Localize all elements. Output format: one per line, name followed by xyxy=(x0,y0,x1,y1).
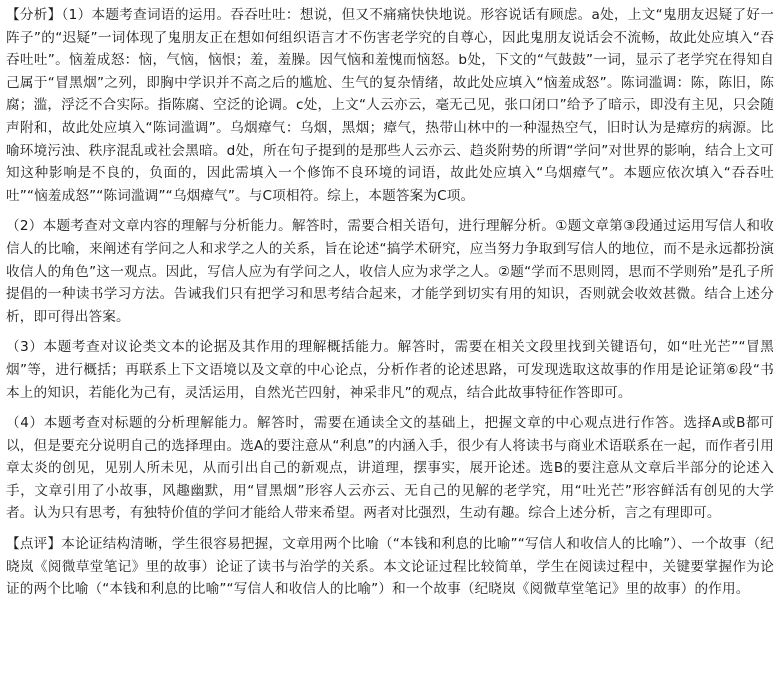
analysis-paragraph-2 xyxy=(6,215,774,328)
comment-text: 本论证结构清晰，学生很容易把握，文章用两个比喻（“本钱和利息的比喻”“写信人和收信人的比喻”）、一个故事（纪晓岚《阅微草堂笔记》里的故事）论证了读书与治学的关系。本文论证过程比较简单，学生在阅读过程中，关键要掌握作为论证的两个比喻（“本钱和利息的比喻”“写信人和收信人的比喻”）和一个故事（纪晓岚《阅微草堂笔记》里的故事）的作用。 xyxy=(6,536,775,598)
comment-paragraph xyxy=(6,533,774,601)
analysis-question-1-text: （1）本题考查词语的运用。吞吞吐吐：想说，但又不痛痛快快地说。形容说话有顾虑。a处，上文“鬼朋友迟疑了好一阵子”的“迟疑”一词体现了鬼朋友正在想如何组织语言才不伤害老学究的自尊心，因此鬼朋友说话会不流畅，故此处应填入“吞吞吐吐”。恼羞成怒：恼，气恼，恼恨；羞，羞臊。因气恼和羞愧而恼怒。b处，下文的“气鼓鼓”一词，显示了老学究在得知自己属于“冒黑烟”之列，即胸中学识并不高之后的尴尬、生气的复杂情绪，故此处应填入“恼羞成怒”。陈词滥调：陈，陈旧，陈腐；滥，浮泛不合实际。指陈腐、空泛的论调。c处，上文“人云亦云，毫无己见，张口闭口”给予了暗示，即没有主见，只会随声附和，故此处应填入“陈词滥调”。乌烟瘴气：乌烟，黑烟；瘴气，热带山林中的一种湿热空气，旧时认为是瘴疠的病源。比喻环境污浊、秩序混乱或社会黑暗。d处，所在句子提到的是那些人云亦云、趋炎附势的所谓“学问”对世界的影响，结合上文可知这种影响是不良的，负面的，因此需填入一个修饰不良环境的词语，故此处应填入“乌烟瘴气”。本题应依次填入“吞吞吐吐”“恼羞成怒”“陈词滥调”“乌烟瘴气”。与C项相符。综上，本题答案为C项。 xyxy=(6,7,774,204)
analysis-paragraph-3 xyxy=(6,336,774,404)
comment-tag: 【点评】 xyxy=(6,536,62,553)
analysis-question-3-text: （3）本题考查对议论类文本的论据及其作用的理解概括能力。解答时，需要在相关文段里找到关键语句，如“吐光芒”“冒黑烟”等，进行概括；再联系上下文语境以及文章的中心论点，分析作者的论述思路，可发现选取这故事的作用是论证第⑥段“书本上的知识，若能化为己有，灵活运用，自然光芒四射，神采非凡”的观点，结合此故事特征作答即可。 xyxy=(6,339,774,401)
analysis-question-2-text: （2）本题考查对文章内容的理解与分析能力。解答时，需要合相关语句，进行理解分析。①题文章第③段通过运用写信人和收信人的比喻，来阐述有学问之人和求学之人的关系，旨在论述“搞学术研究，应当努力争取到写信人的地位，而不是永远都扮演收信人的角色”这一观点。因此，写信人应为有学问之人，收信人应为求学之人。②题“学而不思则罔，思而不学则殆”是孔子所提倡的一种读书学习方法。告诫我们只有把学习和思考结合起来，才能学到切实有用的知识，否则就会收效甚微。结合上述分析，即可得出答案。 xyxy=(6,218,774,325)
analysis-tag: 【分析】 xyxy=(6,7,62,23)
analysis-paragraph-1 xyxy=(6,4,774,207)
analysis-paragraph-4 xyxy=(6,412,774,525)
analysis-question-4-text: （4）本题考查对标题的分析理解能力。解答时，需要在通读全文的基础上，把握文章的中心观点进行作答。选择A或B都可以，但是要充分说明自己的选择理由。选A的要注意从“利息”的内涵入手，很少有人将读书与商业术语联系在一起，而作者引用章太炎的创见，见别人所未见，从而引出自己的新观点，讲道理，摆事实，展开论述。选B的要注意从文章后半部分的论述入手，文章引用了小故事，风趣幽默，用“冒黑烟”形容人云亦云、无自己的见解的老学究，用“吐光芒”形容鲜活有创见的大学者。认为只有思考，有独特价值的学问才能给人带来希望。两者对比强烈，生动有趣。综合上述分析，言之有理即可。 xyxy=(6,415,774,522)
